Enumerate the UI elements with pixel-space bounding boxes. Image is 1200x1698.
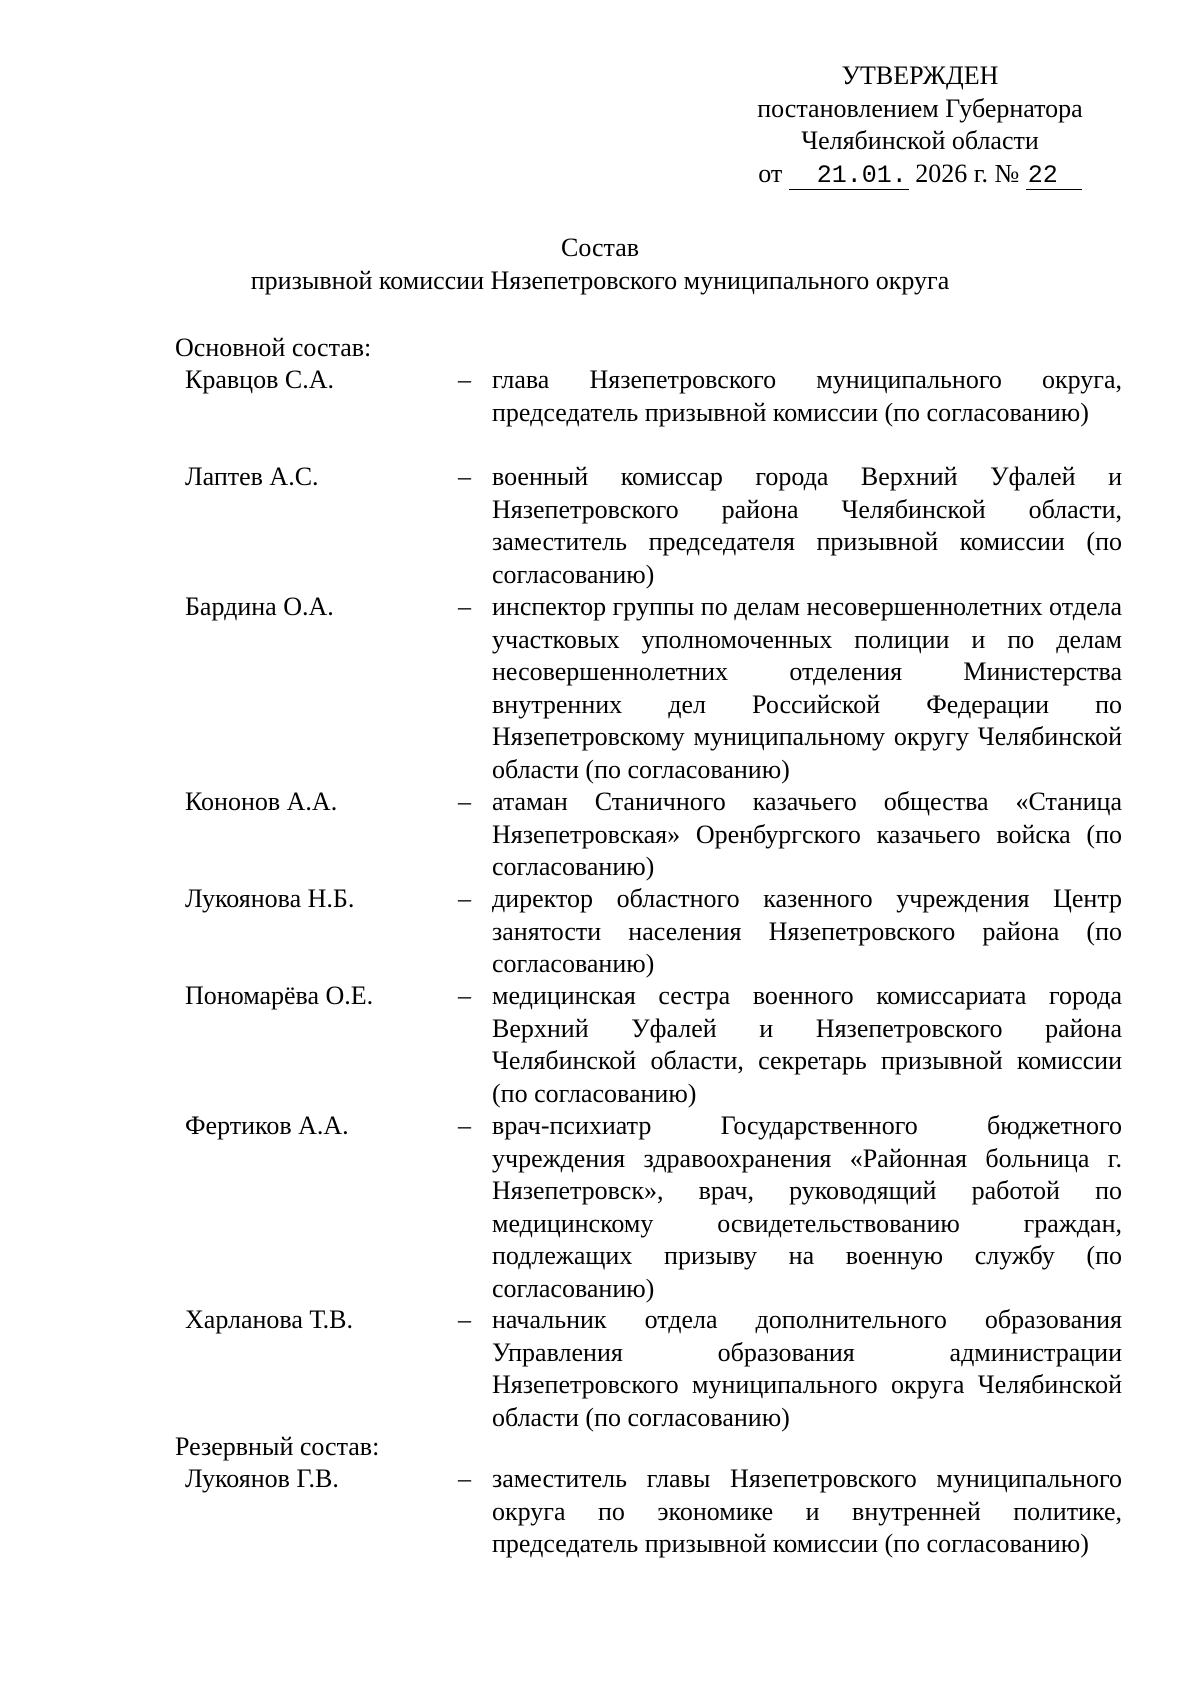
member-dash: – xyxy=(458,884,471,913)
member-name: Лукоянов Г.В. xyxy=(185,1464,339,1493)
approval-year-suffix: 2026 г. № xyxy=(915,158,1020,188)
member-description: инспектор группы по делам несовершеннолетних отдела участковых уполномоченных полиции и по делам несовершеннолетних отделения Министерства внутренних дел Российской Федерации по Нязепетровскому муниципальному округу Челябинской области (по согласованию) xyxy=(492,592,1122,784)
member-dash: – xyxy=(458,787,471,816)
main-section-label: Основной состав: xyxy=(175,333,372,362)
member-description: врач-психиатр Государственного бюджетного учреждения здравоохранения «Районная больница г. Нязепетровск», врач, руководящий работой по медицинскому освидетельствованию граждан, подлежащих призыву на военную службу (по согласованию) xyxy=(492,1111,1122,1303)
member-dash: – xyxy=(458,981,471,1010)
member-description: заместитель главы Нязепетровского муниципального округа по экономике и внутренней политике, председатель призывной комиссии (по согласованию) xyxy=(492,1464,1122,1558)
member-description: военный комиссар города Верхний Уфалей и Нязепетровского района Челябинской области, заместитель председателя призывной комиссии (по согласованию) xyxy=(492,462,1122,589)
member-description: начальник отдела дополнительного образования Управления образования администрации Нязепетровского муниципального округа Челябинской области (по согласованию) xyxy=(492,1305,1122,1432)
member-dash: – xyxy=(458,462,471,491)
member-dash: – xyxy=(458,365,471,394)
member-dash: – xyxy=(458,1111,471,1140)
member-name: Кравцов С.А. xyxy=(185,365,334,394)
approval-number: 22 xyxy=(1026,163,1082,190)
title-line-1: Состав xyxy=(560,233,640,262)
member-dash: – xyxy=(458,1464,471,1493)
member-name: Лаптев А.С. xyxy=(185,462,319,491)
member-dash: – xyxy=(458,1305,471,1334)
member-dash: – xyxy=(458,592,471,621)
member-name: Кононов А.А. xyxy=(185,787,338,816)
member-description: атаман Станичного казачьего общества «Станица Нязепетровская» Оренбургского казачьего войска (по согласованию) xyxy=(492,787,1122,881)
member-description: директор областного казенного учреждения Центр занятости населения Нязепетровского района (по согласованию) xyxy=(492,884,1122,978)
member-description: медицинская сестра военного комиссариата города Верхний Уфалей и Нязепетровского района Челябинской области, секретарь призывной комиссии (по согласованию) xyxy=(492,981,1122,1108)
approval-line-2: Челябинской области xyxy=(801,126,1039,155)
member-name: Лукоянова Н.Б. xyxy=(185,884,355,913)
member-name: Бардина О.А. xyxy=(185,592,334,621)
approval-date-line xyxy=(720,158,1120,191)
approval-status: УТВЕРЖДЕН xyxy=(841,61,999,90)
member-name: Харланова Т.В. xyxy=(185,1305,353,1334)
approval-prefix: от xyxy=(758,158,783,188)
approval-date: 21.01. xyxy=(789,163,909,190)
member-description: глава Нязепетровского муниципального округа, председатель призывной комиссии (по согласованию) xyxy=(492,365,1122,427)
title-line-2: призывной комиссии Нязепетровского муниципального округа xyxy=(250,265,950,295)
member-name: Пономарёва О.Е. xyxy=(185,981,374,1010)
member-name: Фертиков А.А. xyxy=(185,1111,349,1140)
approval-line-1: постановлением Губернатора xyxy=(757,93,1083,123)
approval-stamp xyxy=(720,60,1120,190)
reserve-section-label: Резервный состав: xyxy=(175,1432,380,1461)
document-title xyxy=(100,232,1100,297)
